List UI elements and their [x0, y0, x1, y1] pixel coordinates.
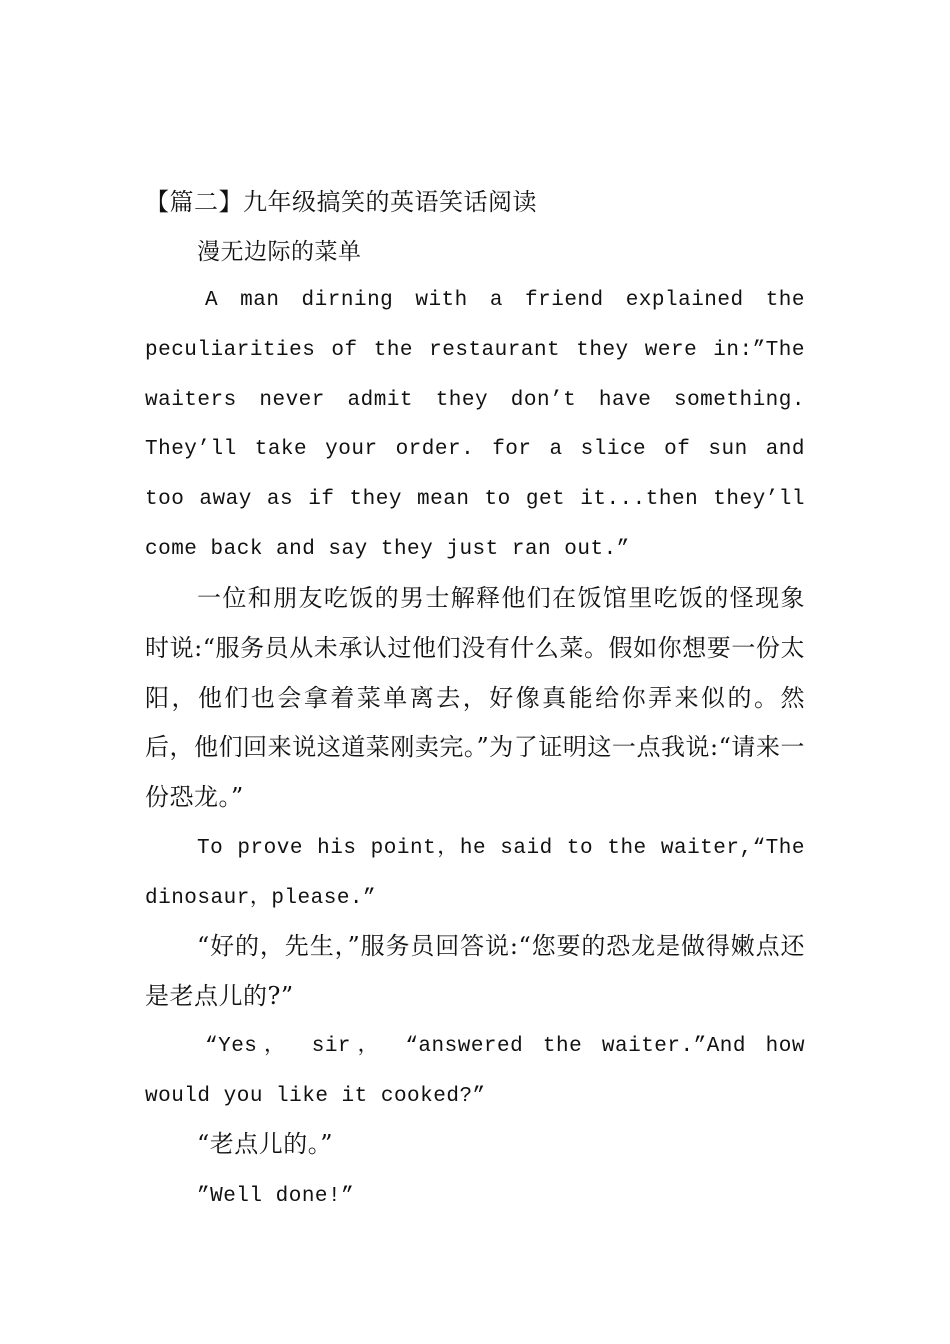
- paragraph-english-3: “Yes， sir， “answered the waiter.”And how would you like it cooked?”: [145, 1035, 805, 1108]
- paragraph-chinese-2: “好的，先生，”服务员回答说:“您要的恐龙是做得嫩点还是老点儿的?”: [145, 932, 805, 1010]
- paragraph-chinese-1: 一位和朋友吃饭的男士解释他们在饭馆里吃饭的怪现象时说:“服务员从未承认过他们没有什么菜。假如你想要一份太阳，他们也会拿着菜单离去，好像真能给你弄来似的。然后，他们回来说这道菜刚卖完。”为了证明这一点我说:“请来一份恐龙。”: [145, 584, 805, 812]
- paragraph-chinese-3: “老点儿的。”: [197, 1130, 334, 1158]
- paragraph-english-1: A man dirning with a friend explained the peculiarities of the restaurant they were in:”The waiters never admit they don’t have something. They’ll take your order. for a slice of sun and too away as if they mean to get it...then they’ll come back and say they just ran out.”: [145, 289, 805, 561]
- section-heading: 【篇二】九年级搞笑的英语笑话阅读: [145, 188, 537, 216]
- paragraph-english-2: To prove his point，he said to the waiter,“The dinosaur，please.”: [145, 837, 805, 910]
- story-title: 漫无边际的菜单: [197, 239, 362, 265]
- paragraph-english-4: ”Well done!”: [197, 1185, 355, 1208]
